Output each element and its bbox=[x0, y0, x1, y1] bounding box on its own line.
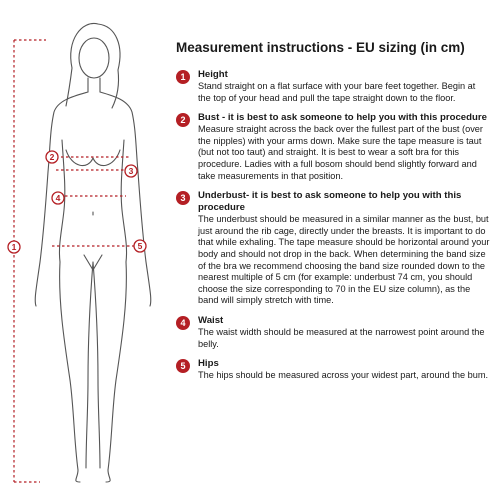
marker-3 bbox=[125, 165, 137, 177]
svg-text:3: 3 bbox=[128, 166, 134, 176]
step-number-badge: 3 bbox=[176, 191, 190, 205]
instruction-text: Measure straight across the back over the fullest part of the bust (over the nipples) with your arms down. Make sure the tape measure is taut (but not too taut) and straight. It is best to wear a soft bra for this procedure. Ladies with a full bosom should bend slightly forward and take measurements in that position. bbox=[198, 124, 483, 181]
svg-text:2: 2 bbox=[49, 152, 55, 162]
body-measurement-figure bbox=[0, 0, 172, 496]
instruction-text: The underbust should be measured in a similar manner as the bust, but just around the rib cage, directly under the breasts. It is important to do that while exhaling. The tape measure should be horizontal around your body and should not drop in the back. When determining the band size of the bra we recommend choosing the band size rounded down to the nearest multiple of 5 cm (for example: underbust 74 cm, you should choose the size corresponding to 70 in the EU size column), as the band will simply stretch with time. bbox=[198, 214, 490, 306]
instruction-waist bbox=[176, 315, 490, 350]
instruction-heading: Hips bbox=[198, 358, 219, 370]
svg-text:1: 1 bbox=[11, 242, 17, 252]
step-number-badge: 4 bbox=[176, 316, 190, 330]
marker-1 bbox=[8, 241, 20, 253]
instruction-heading: Underbust- it is best to ask someone to help you with this procedure bbox=[198, 190, 462, 214]
instruction-heading: Waist bbox=[198, 314, 224, 326]
instruction-heading: Height bbox=[198, 69, 228, 80]
instruction-bust bbox=[176, 112, 490, 182]
instruction-height bbox=[176, 69, 490, 104]
svg-text:5: 5 bbox=[137, 241, 143, 251]
instruction-text: Stand straight on a flat surface with your bare feet together. Begin at the top of your head and pull the tape straight down to the floor. bbox=[198, 81, 476, 103]
instruction-text: The waist width should be measured at the narrowest point around the belly. bbox=[198, 326, 485, 349]
instruction-text: The hips should be measured across your widest part, around the bum. bbox=[198, 370, 489, 381]
svg-text:4: 4 bbox=[55, 193, 61, 203]
step-number-badge: 2 bbox=[176, 113, 190, 127]
step-number-badge: 5 bbox=[176, 359, 190, 373]
page-title: Measurement instructions - EU sizing (in cm) bbox=[176, 40, 465, 55]
instruction-underbust bbox=[176, 190, 490, 307]
step-number-badge: 1 bbox=[176, 70, 190, 84]
marker-2 bbox=[46, 151, 58, 163]
instruction-heading: Bust - it is best to ask someone to help you with this procedure bbox=[198, 112, 487, 124]
instruction-hips bbox=[176, 358, 490, 382]
marker-4 bbox=[52, 192, 64, 204]
instructions-panel bbox=[176, 40, 490, 390]
marker-5 bbox=[134, 240, 146, 252]
